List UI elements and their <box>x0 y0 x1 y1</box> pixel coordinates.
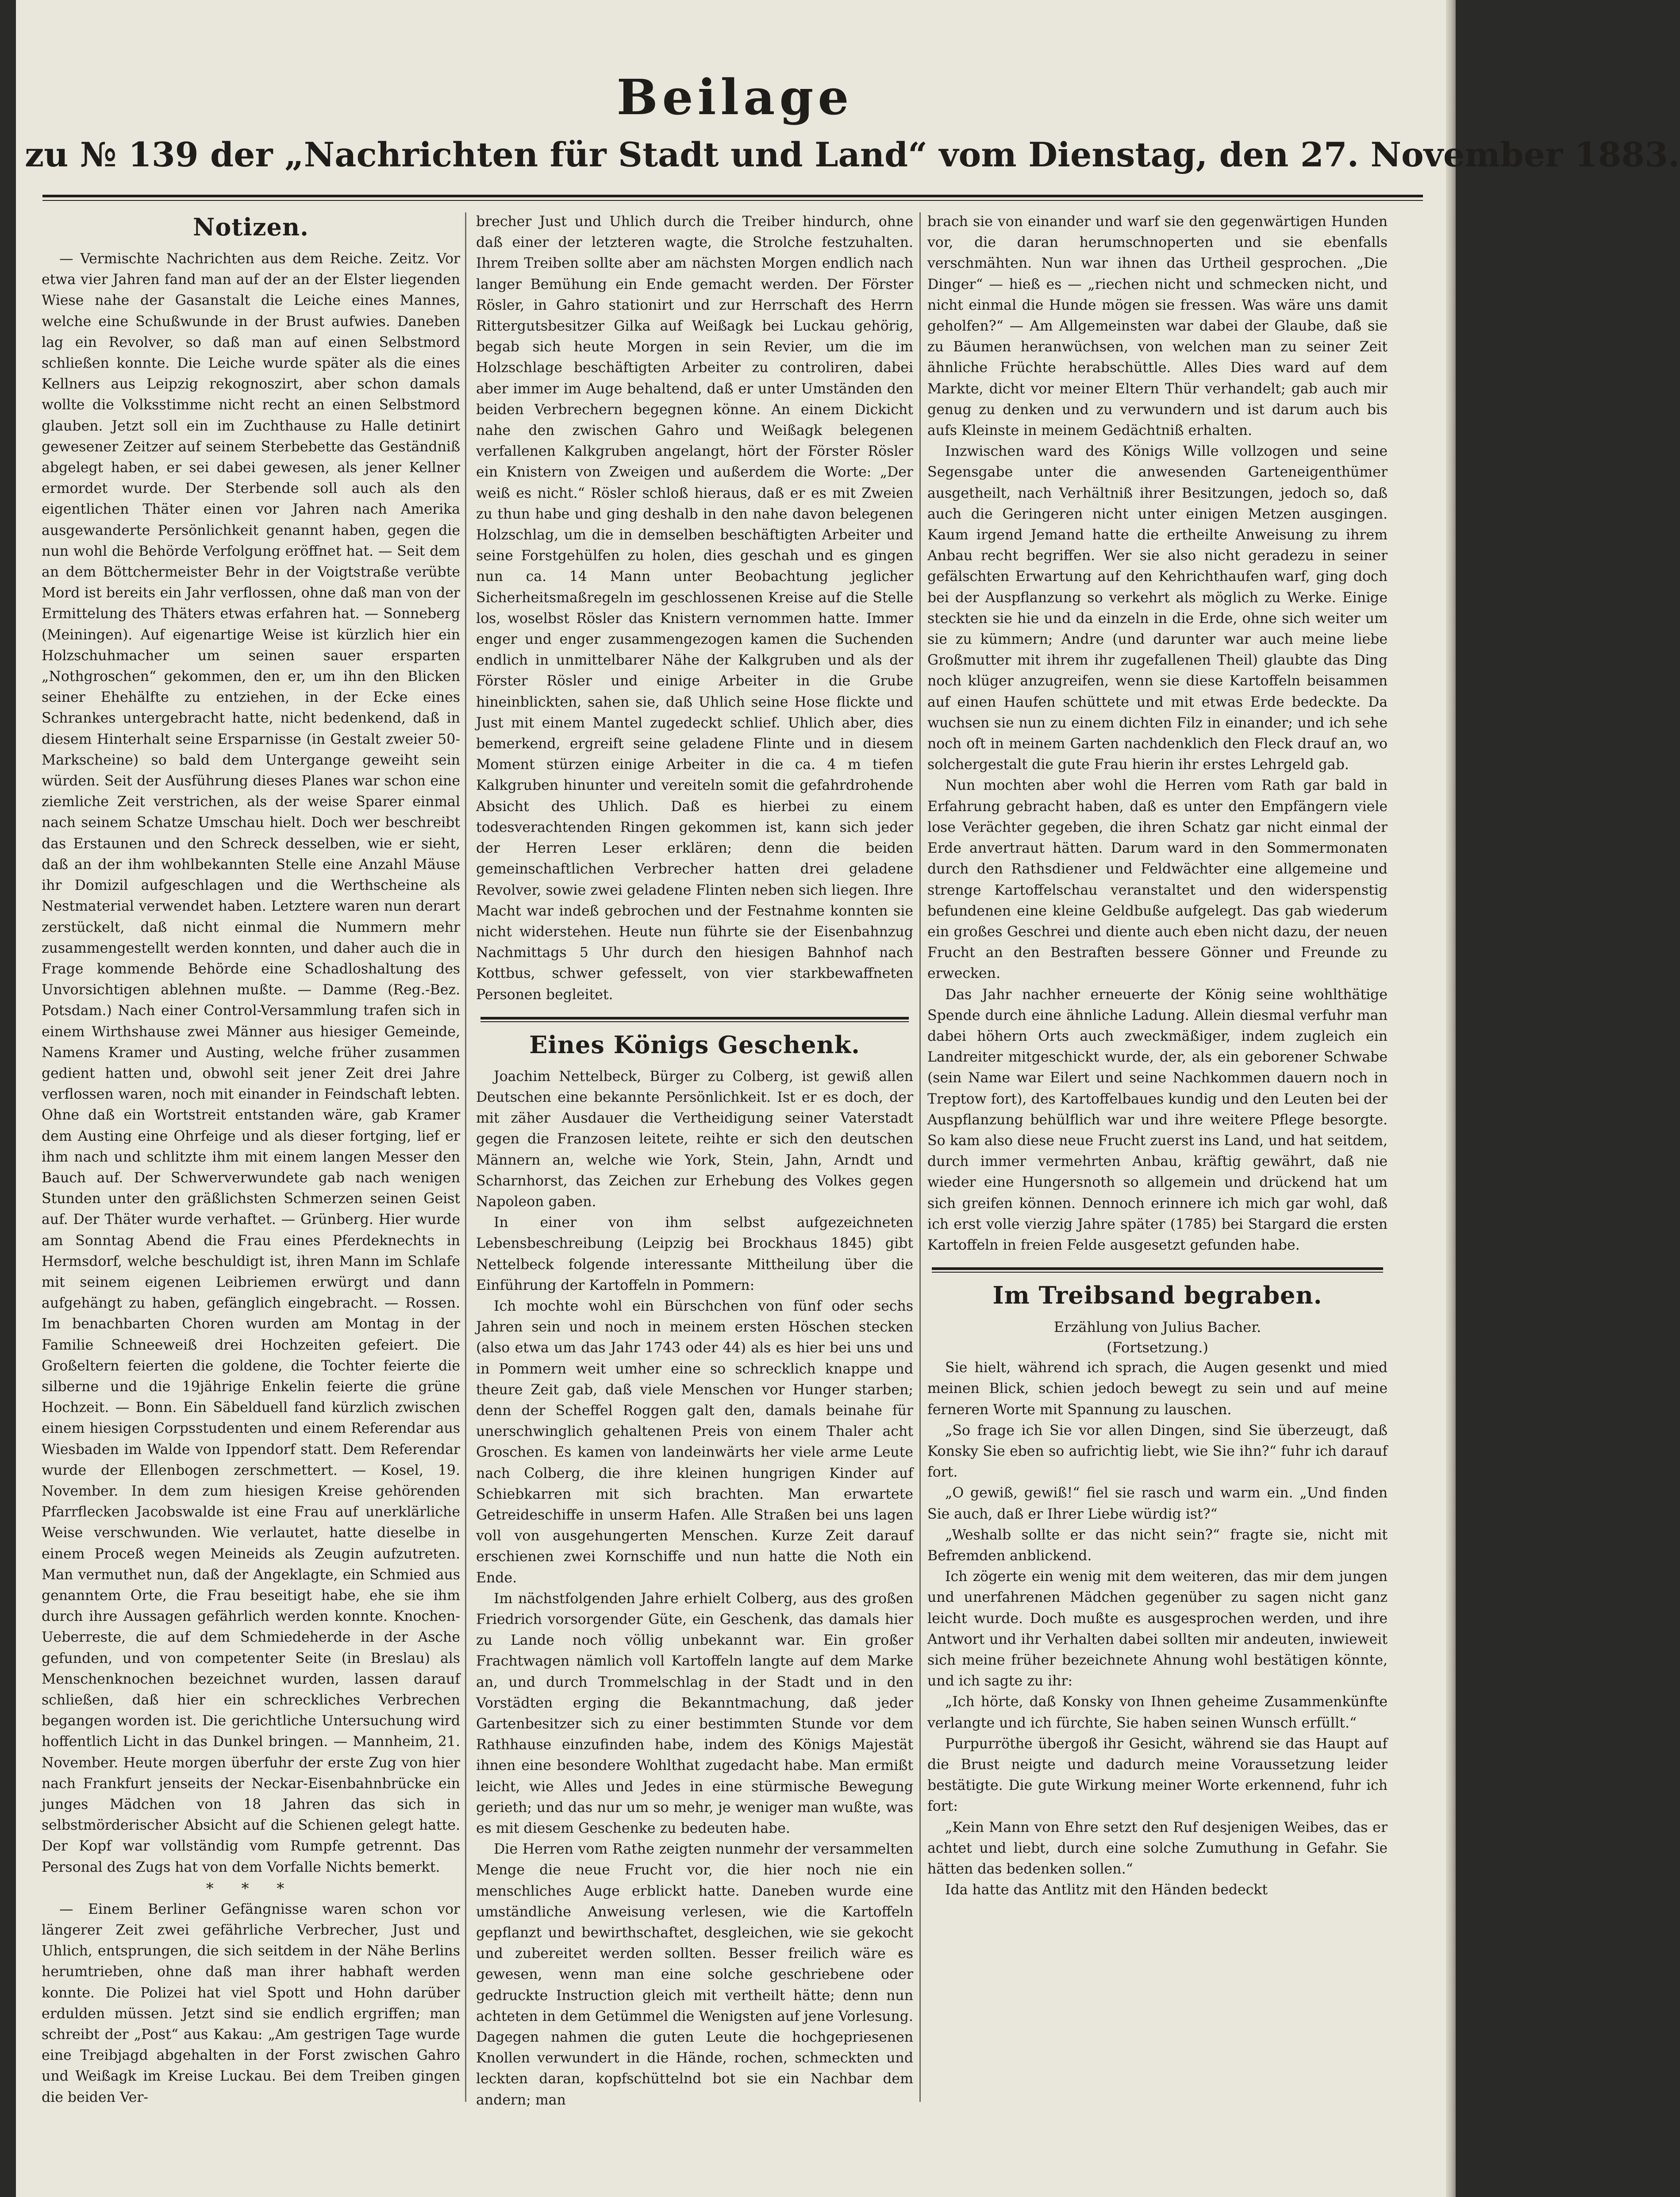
paragraph: Im nächstfolgenden Jahre erhielt Colberg, aus des großen Friedrich vorsorgender Güte, ein Geschenk, das damals hier zu Lande noch völlig unbekannt war. Ein großer Frachtwagen nämlich voll Kartoffeln langte auf dem Marke an, und durch Trommelschlag in der Stadt und in den Vorstädten erging die Bekanntmachung, daß jeder Gartenbesitzer sich zu einer bestimmten Stunde vor dem Rathhause einzufinden habe, indem des Königs Majestät ihnen eine besondere Wohlthat zugedacht habe. Man ermißt leicht, wie Alles und Jedes in eine stürmische Bewegung gerieth; und das nur um so mehr, je weniger man wußte, was es mit diesem Geschenke zu bedeuten habe. <box>476 1590 913 1837</box>
paragraph: Inzwischen ward des Königs Wille vollzogen und seine Segensgabe unter die anwesenden Garteneigenthümer ausgetheilt, nach Verhältniß ihrer Besitzungen, jedoch so, daß auch die Geringeren nicht unter einigen Metzen ausgingen. Kaum irgend Jemand hatte die ertheilte Anweisung zu ihrem Anbau recht begriffen. Wer sie also nicht geradezu in seiner gefälschten Erwartung auf den Kehrichthaufen warf, ging doch bei der Auspflanzung so verkehrt als möglich zu Werke. Einige steckten sie hie und da einzeln in die Erde, ohne sich weiter um sie zu kümmern; Andre (und darunter war auch meine liebe Großmutter mit ihrem ihr zugefallenen Theil) glaubte das Ding noch klüger anzugreifen, wenn sie diese Kartoffeln beisammen auf einen Haufen schüttete und mit etwas Erde bedeckte. Da wuchsen sie nun zu einem dichten Filz in einander; und ich sehe noch oft in meinem Garten nachdenklich den Fleck drauf an, wo solchergestalt die gute Frau hierin ihr erstes Lehrgeld gab. <box>927 443 1388 773</box>
page-edge <box>1446 0 1456 2197</box>
section-rule-thick <box>932 1267 1383 1270</box>
paragraph: brach sie von einander und warf sie den gegenwärtigen Hunden vor, die daran herumschnoperten und sie ebenfalls verschmähten. Nun war ihnen das Urtheil gesprochen. „Die Dinger“ — hieß es — „riechen nicht und schmecken nicht, und nicht einmal die Hunde mögen sie fressen. Was wäre uns damit geholfen?“ — Am Allgemeinsten war dabei der Glaube, daß sie zu Bäumen heranwüchsen, von welchen man zu seiner Zeit ähnliche Früchte herabschüttle. Alles Dies ward auf dem Markte, dicht vor meiner Eltern Thür verhandelt; gab auch mir genug zu denken und zu verwundern und ist darum auch bis aufs Kleinste in meinem Gedächtniß erhalten. <box>927 214 1388 439</box>
header-rule-thin <box>42 200 1423 201</box>
newspaper-page <box>16 0 1680 2197</box>
paragraph: „O gewiß, gewiß!“ fiel sie rasch und warm ein. „Und finden Sie auch, daß er Ihrer Liebe würdig ist?“ <box>927 1485 1388 1522</box>
section-rule-thin <box>481 1021 909 1022</box>
asterism-divider: * * * <box>206 1879 296 1897</box>
masthead-subtitle: zu № 139 der „Nachrichten für Stadt und Land“ vom Dienstag, den 27. November 1883. <box>25 135 1680 174</box>
column-divider-1 <box>465 212 466 2102</box>
paragraph: Ich zögerte ein wenig mit dem weiteren, das mir dem jungen und unerfahrenen Mädchen gegenüber zu sagen nicht ganz leicht wurde. Doch mußte es ausgesprochen werden, und ihre Antwort und ihr Verhalten dabei sollten mir andeuten, inwieweit sich meine früher bezeichnete Ahnung wohl bestätigen könnte, und ich sagte zu ihr: <box>927 1569 1388 1689</box>
column-3 <box>927 212 1388 2105</box>
paragraph: Ich mochte wohl ein Bürschchen von fünf oder sechs Jahren sein und noch in meinem ersten Höschen stecken (also etwa um das Jahr 1743 oder 44) als es hier bei uns und in Pommern weit umher eine so schrecklich knappe und theure Zeit gab, daß viele Menschen vor Hunger starben; denn der Scheffel Roggen galt den, damals beinahe für unerschwinglich gehaltenen Preis von einem Thaler acht Groschen. Es kamen von landeinwärts her viele arme Leute nach Colberg, die ihre kleinen hungrigen Kinder auf Schiebkarren mit sich brachten. Man erwartete Getreideschiffe in unserm Hafen. Alle Straßen bei uns lagen voll von ausgehungerten Menschen. Kurze Zeit darauf erschienen zwei Kornschiffe und nun hatte die Noth ein Ende. <box>476 1298 913 1586</box>
paragraph: Joachim Nettelbeck, Bürger zu Colberg, ist gewiß allen Deutschen eine bekannte Persönlichkeit. Ist er es doch, der mit zäher Ausdauer die Vertheidigung seiner Vaterstadt gegen die Franzosen leitete, reihte er sich den deutschen Männern an, welche wie York, Stein, Jahn, Arndt und Scharnhorst, das Zeichen zur Erhebung des Volkes gegen Napoleon gaben. <box>476 1068 913 1210</box>
article-berliner-verbrecher: — Einem Berliner Gefängnisse waren schon vor längerer Zeit zwei gefährliche Verbrecher, Just und Uhlich, entsprungen, die sich seitdem in der Nähe Berlins herumtrieben, ohne daß man ihrer habhaft werden konnte. Die Polizei hat viel Spott und Hohn darüber erdulden müssen. Jetzt sind sie endlich ergriffen; man schreibt der „Post“ aus Kakau: „Am gestrigen Tage wurde eine Treibjagd abgehalten in der Forst zwischen Gahro und Weißagk im Kreise Luckau. Bei dem Treiben gingen die beiden Ver- <box>42 1901 460 2105</box>
paragraph: „Ich hörte, daß Konsky von Ihnen geheime Zusammenkünfte verlangte und ich fürchte, Sie haben seinen Wunsch erfüllt.“ <box>927 1694 1388 1731</box>
paragraph: „Kein Mann von Ehre setzt den Ruf desjenigen Weibes, das er achtet und liebt, durch eine solche Zumuthung in Gefahr. Sie hätten das bedenken sollen.“ <box>927 1819 1388 1878</box>
paragraph: Die Herren vom Rathe zeigten nunmehr der versammelten Menge die neue Frucht vor, die hier noch nie ein menschliches Auge erblickt hatte. Daneben wurde eine umständliche Anweisung verlesen, wie die Kartoffeln gepflanzt und bewirthschaftet, desgleichen, wie sie gekocht und zubereitet werden sollten. Besser freilich wäre es gewesen, wenn man eine solche geschriebene oder gedruckte Instruction gleich mit vertheilt hätte; denn nun achteten in dem Getümmel die Wenigsten auf jene Vorlesung. Dagegen nahmen die guten Leute die hochgepriesenen Knollen verwundert in die Hände, rochen, schmeckten und leckten daran, kopfschüttelnd bot sie ein Nachbar dem andern; man <box>476 1841 913 2108</box>
paragraph: Sie hielt, während ich sprach, die Augen gesenkt und mied meinen Blick, schien jedoch bewegt zu sein und auf meine ferneren Worte mit Spannung zu lauschen. <box>927 1360 1388 1418</box>
section-heading-koenigs-geschenk: Eines Königs Geschenk. <box>529 1030 860 1059</box>
masthead-title: Beilage <box>616 69 853 126</box>
story-continuation-note: (Fortsetzung.) <box>1107 1339 1208 1356</box>
section-heading-treibsand: Im Treibsand begraben. <box>992 1281 1322 1310</box>
header-rule-thick <box>42 195 1423 197</box>
column-2 <box>476 212 913 2108</box>
paragraph: „Weshalb sollte er das nicht sein?“ fragte sie, nicht mit Befremden anblickend. <box>927 1527 1388 1564</box>
paragraph: Ida hatte das Antlitz mit den Händen bedeckt <box>945 1882 1268 1898</box>
section-rule-thin <box>932 1272 1383 1273</box>
paragraph: In einer von ihm selbst aufgezeichneten Lebensbeschreibung (Leipzig bei Brockhaus 1845) gibt Nettelbeck folgende interessante Mittheilung über die Einführung der Kartoffeln in Pommern: <box>476 1215 913 1293</box>
section-rule-thick <box>481 1017 909 1020</box>
paragraph: Nun mochten aber wohl die Herren vom Rath gar bald in Erfahrung gebracht haben, daß es unter den Empfängern viele lose Verächter gegeben, die ihren Schatz gar nicht einmal der Erde anvertraut hätten. Darum ward in den Sommermonaten durch den Rathsdiener und Feldwächter eine allgemeine und strenge Kartoffelschau veranstaltet und den widerspenstig befundenen eine kleine Geldbuße aufgelegt. Das gab wiederum ein großes Geschrei und diente auch eben nicht dazu, der neuen Frucht an den Bestraften bessere Gönner und Freunde zu erwecken. <box>927 777 1388 982</box>
masthead <box>16 0 1680 195</box>
article-vermischte-nachrichten: — Vermischte Nachrichten aus dem Reiche. Zeitz. Vor etwa vier Jahren fand man auf der an der Elster liegenden Wiese nahe der Gasanstalt die Leiche eines Mannes, welche eine Schußwunde in der Brust aufwies. Daneben lag ein Revolver, so daß man auf einen Selbstmord schließen konnte. Die Leiche wurde später als die eines Kellners aus Leipzig rekognoszirt, aber schon damals wollte die Volksstimme nicht recht an einen Selbstmord glauben. Jetzt soll ein im Zuchthause zu Halle detinirt gewesener Zeitzer auf seinem Sterbebette das Geständniß abgelegt haben, er sei dabei gewesen, als jener Kellner ermordet wurde. Der Sterbende soll auch als den eigentlichen Thäter einen vor Jahren nach Amerika ausgewanderte Persönlichkeit genannt haben, gegen die nun wohl die Behörde Verfolgung eröffnet hat. — Seit dem an dem Böttchermeister Behr in der Voigtstraße verübte Mord ist bereits ein Jahr verflossen, ohne daß man von der Ermittelung des Thäters etwas erfahren hat. — Sonneberg (Meiningen). Auf eigenartige Weise ist kürzlich hier ein Holzschuhmacher um seinen sauer ersparten „Nothgroschen“ gekommen, den er, um ihn den Blicken seiner Ehehälfte zu entziehen, in der Ecke eines Schrankes untergebracht hatte, nicht bedenkend, daß in diesem Hinterhalt seine Ersparnisse (in Gestalt zweier 50-Markscheine) so bald dem Untergange geweiht sein würden. Seit der Ausführung dieses Planes war schon eine ziemliche Zeit verstrichen, als der weise Sparer einmal nach seinem Schatze Umschau hielt. Doch wer beschreibt das Erstaunen und den Schreck desselben, wie er sieht, daß an der ihm wohlbekannten Stelle eine Anzahl Mäuse ihr Domizil aufgeschlagen und die Werthscheine als Nestmaterial verwendet haben. Letztere waren nun derart zerstückelt, daß nicht einmal die Nummern mehr zusammengestellt werden konnten, und daher auch die in Frage kommende Behörde eine Schadloshaltung des Unvorsichtigen ablehnen mußte. — Damme (Reg.-Bez. Potsdam.) Nach einer Control-Versammlung trafen sich in einem Wirthshause zwei Männer aus hiesiger Gemeinde, Namens Kramer und Austing, welche früher zusammen gedient hatten und, obwohl seit jener Zeit drei Jahre verflossen waren, noch mit einander in Feindschaft lebten. Ohne daß ein Wortstreit entstanden wäre, gab Kramer dem Austing eine Ohrfeige und als dieser fortging, lief er ihm nach und schlitzte ihm mit einem langen Messer den Bauch auf. Der Schwerverwundete gab nach wenigen Stunden unter den gräßlichsten Schmerzen seinen Geist auf. Der Thäter wurde verhaftet. — Grünberg. Hier wurde am Sonntag Abend die Frau eines Pferdeknechts in Hermsdorf, welche beschuldigt ist, ihren Mann im Schlafe mit seinem eigenen Leibriemen erwürgt und dann aufgehängt zu haben, gefänglich eingebracht. — Rossen. Im benachbarten Choren wurden am Montag in der Familie Schneeweiß drei Hochzeiten gefeiert. Die Großeltern feierten die goldene, die Tochter feierte die silberne und die 19jährige Enkelin feierte die grüne Hochzeit. — Bonn. Ein Säbelduell fand kürzlich zwischen einem hiesigen Corpsstudenten und einem Referendar aus Wiesbaden im Walde von Ippendorf statt. Dem Referendar wurde der Ellenbogen zerschmettert. — Kosel, 19. November. In dem zum hiesigen Kreise gehörenden Pfarrflecken Jacobswalde ist eine Frau auf unerklärliche Weise verschwunden. Wie verlautet, hatte dieselbe in einem Proceß wegen Meineids als Zeugin aufzutreten. Man vermuthet nun, daß der Angeklagte, ein Schmied aus genanntem Orte, die Frau beseitigt habe, ehe sie ihm durch ihre Aussagen gefährlich werden konnte. Knochen-Ueberreste, die auf dem Schmiedeherde in der Asche gefunden, und von competenter Seite (in Breslau) als Menschenknochen bezeichnet wurden, lassen darauf schließen, daß hier ein schreckliches Verbrechen begangen worden ist. Die gerichtliche Untersuchung wird hoffentlich Licht in das Dunkel bringen. — Mannheim, 21. November. Heute morgen überfuhr der erste Zug von hier nach Frankfurt jenseits der Neckar-Eisenbahnbrücke ein junges Mädchen von 18 Jahren das sich in selbstmörderischer Absicht auf die Schienen gelegt hatte. Der Kopf war vollständig vom Rumpfe getrennt. Das Personal des Zugs hat von dem Vorfalle Nichts bemerkt. <box>42 251 460 1875</box>
paragraph: Das Jahr nachher erneuerte der König seine wohlthätige Spende durch eine ähnliche Ladung. Allein diesmal verfuhr man dabei höhern Orts auch zweckmäßiger, indem zugleich ein Landreiter mitgeschickt wurde, der, als ein geborener Schwabe (sein Name war Eilert und seine Nachkommen dauern noch in Treptow fort), des Kartoffelbaues kundig und den Leuten bei der Auspflanzung behülflich war und ihre weitere Pflege besorgte. So kam also diese neue Frucht zuerst ins Land, und hat seitdem, durch immer vermehrten Anbau, kräftig gewährt, daß nie wieder eine Hungersnoth so allgemein und drückend hat um sich greifen können. Dennoch erinnere ich mich gar wohl, daß ich erst volle vierzig Jahre später (1785) bei Stargard die ersten Kartoffeln in freien Felde ausgesetzt gefunden habe. <box>927 986 1388 1253</box>
paragraph: Purpurröthe übergoß ihr Gesicht, während sie das Haupt auf die Brust neigte und dadurch meine Voraussetzung leider bestätigte. Die gute Wirkung meiner Worte erkennend, fuhr ich fort: <box>927 1735 1388 1815</box>
story-byline: Erzählung von Julius Bacher. <box>1053 1319 1261 1336</box>
article-continuation-verbrecher: brecher Just und Uhlich durch die Treiber hindurch, ohne daß einer der letzteren wagte, die Strolche festzuhalten. Ihrem Treiben sollte aber am nächsten Morgen endlich nach langer Bemühung ein Ende gemacht werden. Der Förster Rösler, in Gahro stationirt und zur Herrschaft des Herrn Rittergutsbesitzer Gilka auf Weißagk bei Luckau gehörig, begab sich heute Morgen in sein Revier, um die im Holzschlage beschäftigten Arbeiter zu controliren, dabei aber immer im Auge behaltend, daß er unter Umständen den beiden Verbrechern begegnen könne. An einem Dickicht nahe den zwischen Gahro und Weißagk belegenen verfallenen Kalkgruben angelangt, hört der Förster Rösler ein Knistern von Zweigen und außerdem die Worte: „Der weiß es nicht.“ Rösler schloß hieraus, daß er es mit Zweien zu thun habe und ging deshalb in den nahe davon belegenen Holzschlag, um die in demselben beschäftigten Arbeiter und seine Forstgehülfen zu holen, dies geschah und es gingen nun ca. 14 Mann unter Beobachtung jeglicher Sicherheitsmaßregeln im geschlossenen Kreise auf die Stelle los, woselbst Rösler das Knistern vernommen hatte. Immer enger und enger zusammengezogen kamen die Suchenden endlich in unmittelbarer Nähe der Kalkgruben und als der Förster Rösler und einige Arbeiter in die Grube hineinblickten, sahen sie, daß Uhlich seine Hose flickte und Just mit einem Mantel zugedeckt schlief. Uhlich aber, dies bemerkend, ergreift seine geladene Flinte und in diesem Moment stürzen einige Arbeiter in die ca. 4 m tiefen Kalkgruben hinunter und vereiteln somit die gefahrdrohende Absicht des Uhlich. Daß es hierbei zu einem todesverachtenden Ringen gekommen ist, kann sich jeder der Herren Leser erklären; denn die beiden gemeinschaftlichen Verbrecher hatten drei geladene Revolver, sowie zwei geladene Flinten neben sich liegen. Ihre Macht war indeß gebrochen und der Festnahme konnten sie nicht widerstehen. Heute nun führte sie der Eisenbahnzug Nachmittags 5 Uhr durch den hiesigen Bahnhof nach Kottbus, schwer gefesselt, von vier starkbewaffneten Personen begleitet. <box>476 214 913 1003</box>
column-1 <box>42 212 460 2105</box>
column-divider-2 <box>919 212 921 2102</box>
section-heading-notizen: Notizen. <box>193 213 309 241</box>
paragraph: „So frage ich Sie vor allen Dingen, sind Sie überzeugt, daß Konsky Sie eben so aufrichtig liebt, wie Sie ihn?“ fuhr ich darauf fort. <box>927 1422 1388 1481</box>
